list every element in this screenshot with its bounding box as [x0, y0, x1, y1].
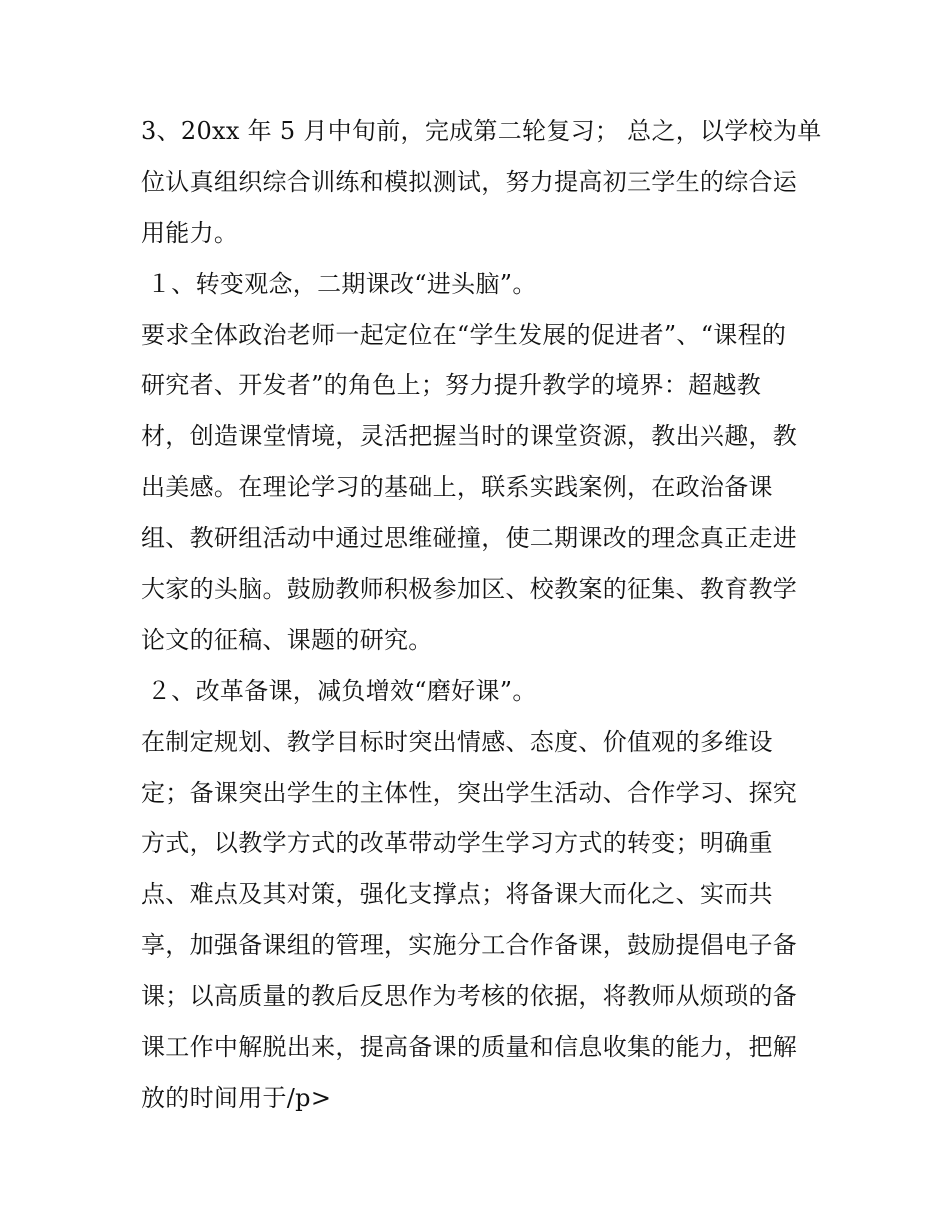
paragraph-line: 享，加强备课组的管理，实施分工合作备课，鼓励提倡电子备: [141, 931, 798, 960]
paragraph-line: 研究者、开发者”的角色上；努力提升教学的境界：超越教: [141, 371, 762, 400]
document-body: [141, 111, 821, 1129]
paragraph-line: 方式，以教学方式的改革带动学生学习方式的转变；明确重: [141, 829, 773, 858]
paragraph-line: 点、难点及其对策，强化支撑点；将备课大而化之、实而共: [141, 880, 773, 909]
paragraph-line: 大家的头脑。鼓励教师积极参加区、校教案的征集、教育教学: [141, 575, 798, 604]
paragraph-line: 位认真组织综合训练和模拟测试，努力提高初三学生的综合运: [141, 167, 798, 196]
section-heading-line: ２、改革备课，减负增效“磨好课”。: [147, 676, 537, 705]
paragraph-line: 课工作中解脱出来，提高备课的质量和信息收集的能力，把解: [141, 1033, 798, 1062]
paragraph-line: 课；以高质量的教后反思作为考核的依据，将教师从烦琐的备: [141, 982, 798, 1011]
paragraph-line: 出美感。在理论学习的基础上，联系实践案例，在政治备课: [141, 473, 773, 502]
paragraph-line: 材，创造课堂情境，灵活把握当时的课堂资源，教出兴趣，教: [141, 422, 798, 451]
paragraph-line: 用能力。: [141, 218, 239, 247]
paragraph-line: 定；备课突出学生的主体性，突出学生活动、合作学习、探究: [141, 778, 798, 807]
paragraph-line: 3、20xx 年 5 月中旬前，完成第二轮复习； 总之，以学校为单: [141, 117, 822, 145]
paragraph-line: 要求全体政治老师一起定位在“学生发展的促进者”、“课程的: [141, 320, 787, 349]
section-heading-line: １、转变观念，二期课改“进头脑”。: [147, 269, 537, 298]
paragraph-line: 论文的征稿、课题的研究。: [141, 625, 433, 654]
paragraph-line: 在制定规划、教学目标时突出情感、态度、价值观的多维设: [141, 727, 773, 756]
paragraph-line: 放的时间用于/p>: [141, 1083, 332, 1112]
paragraph-line: 组、教研组活动中通过思维碰撞，使二期课改的理念真正走进: [141, 524, 798, 553]
